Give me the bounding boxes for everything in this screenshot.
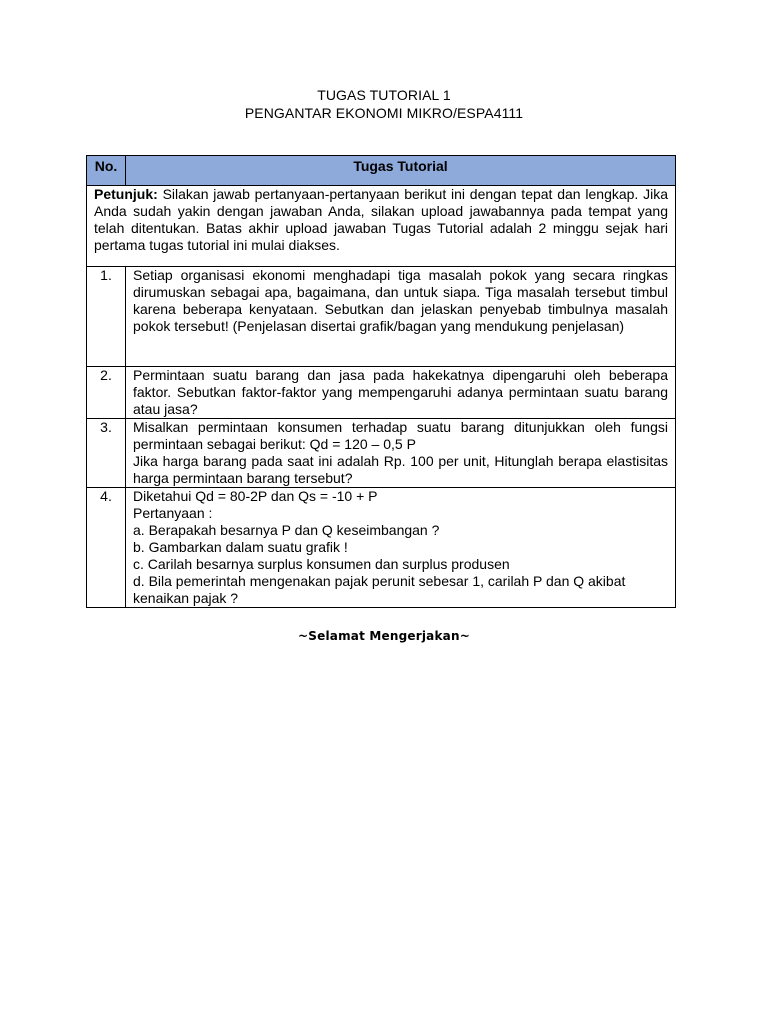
question-given: Diketahui Qd = 80-2P dan Qs = -10 + P (133, 488, 378, 504)
table-row (87, 419, 676, 488)
document-title: TUGAS TUTORIAL 1 (317, 87, 451, 103)
question-number: 3. (87, 419, 126, 488)
closing-note: ~Selamat Mengerjakan~ (298, 629, 470, 643)
question-text-continued: Jika harga barang pada saat ini adalah Rp. 100 per unit, Hitunglah berapa elastisitas harga permintaan barang tersebut? (133, 453, 668, 486)
question-text: Misalkan permintaan konsumen terhadap suatu barang ditunjukkan oleh fungsi permintaan sebagai berikut: Qd = 120 – 0,5 P (133, 419, 668, 452)
instructions-lead: Petunjuk: (94, 186, 158, 202)
question-number: 2. (87, 367, 126, 419)
tutorial-task-table (86, 155, 676, 608)
instructions-row (87, 186, 676, 267)
sub-question-a: a. Berapakah besarnya P dan Q keseimbangan ? (133, 522, 440, 538)
question-text: Permintaan suatu barang dan jasa pada hakekatnya dipengaruhi oleh beberapa faktor. Sebutkan faktor-faktor yang mempengaruhi adanya permintaan suatu barang atau jasa? (126, 367, 676, 419)
instructions-text: Silakan jawab pertanyaan-pertanyaan berikut ini dengan tepat dan lengkap. Jika Anda sudah yakin dengan jawaban Anda, silakan upload jawabannya pada tempat yang telah ditentukan. Batas akhir upload jawaban Tugas Tutorial adalah 2 minggu sejak hari pertama tugas tutorial ini mulai diakses. (94, 186, 668, 253)
question-cell (126, 419, 676, 488)
instructions-cell (87, 186, 676, 267)
column-header-no: No. (87, 156, 126, 186)
document-header (0, 86, 768, 122)
question-number: 1. (87, 267, 126, 367)
sub-question-c: c. Carilah besarnya surplus konsumen dan surplus produsen (133, 556, 510, 572)
question-cell (126, 488, 676, 608)
sub-question-d: d. Bila pemerintah mengenakan pajak perunit sebesar 1, carilah P dan Q akibat kenaikan pajak ? (133, 573, 626, 606)
column-header-task: Tugas Tutorial (126, 156, 676, 186)
table-row (87, 367, 676, 419)
table-header-row (87, 156, 676, 186)
course-subtitle: PENGANTAR EKONOMI MIKRO/ESPA4111 (244, 105, 524, 121)
sub-question-b: b. Gambarkan dalam suatu grafik ! (133, 539, 348, 555)
table-row (87, 267, 676, 367)
table-row (87, 488, 676, 608)
question-number: 4. (87, 488, 126, 608)
question-prompt-label: Pertanyaan : (133, 505, 213, 521)
question-text: Setiap organisasi ekonomi menghadapi tiga masalah pokok yang secara ringkas dirumuskan sebagai apa, bagaimana, dan untuk siapa. Tiga masalah tersebut timbul karena beberapa kenyataan. Sebutkan dan jelaskan penyebab timbulnya masalah pokok tersebut! (Penjelasan disertai grafik/bagan yang mendukung penjelasan) (126, 267, 676, 367)
